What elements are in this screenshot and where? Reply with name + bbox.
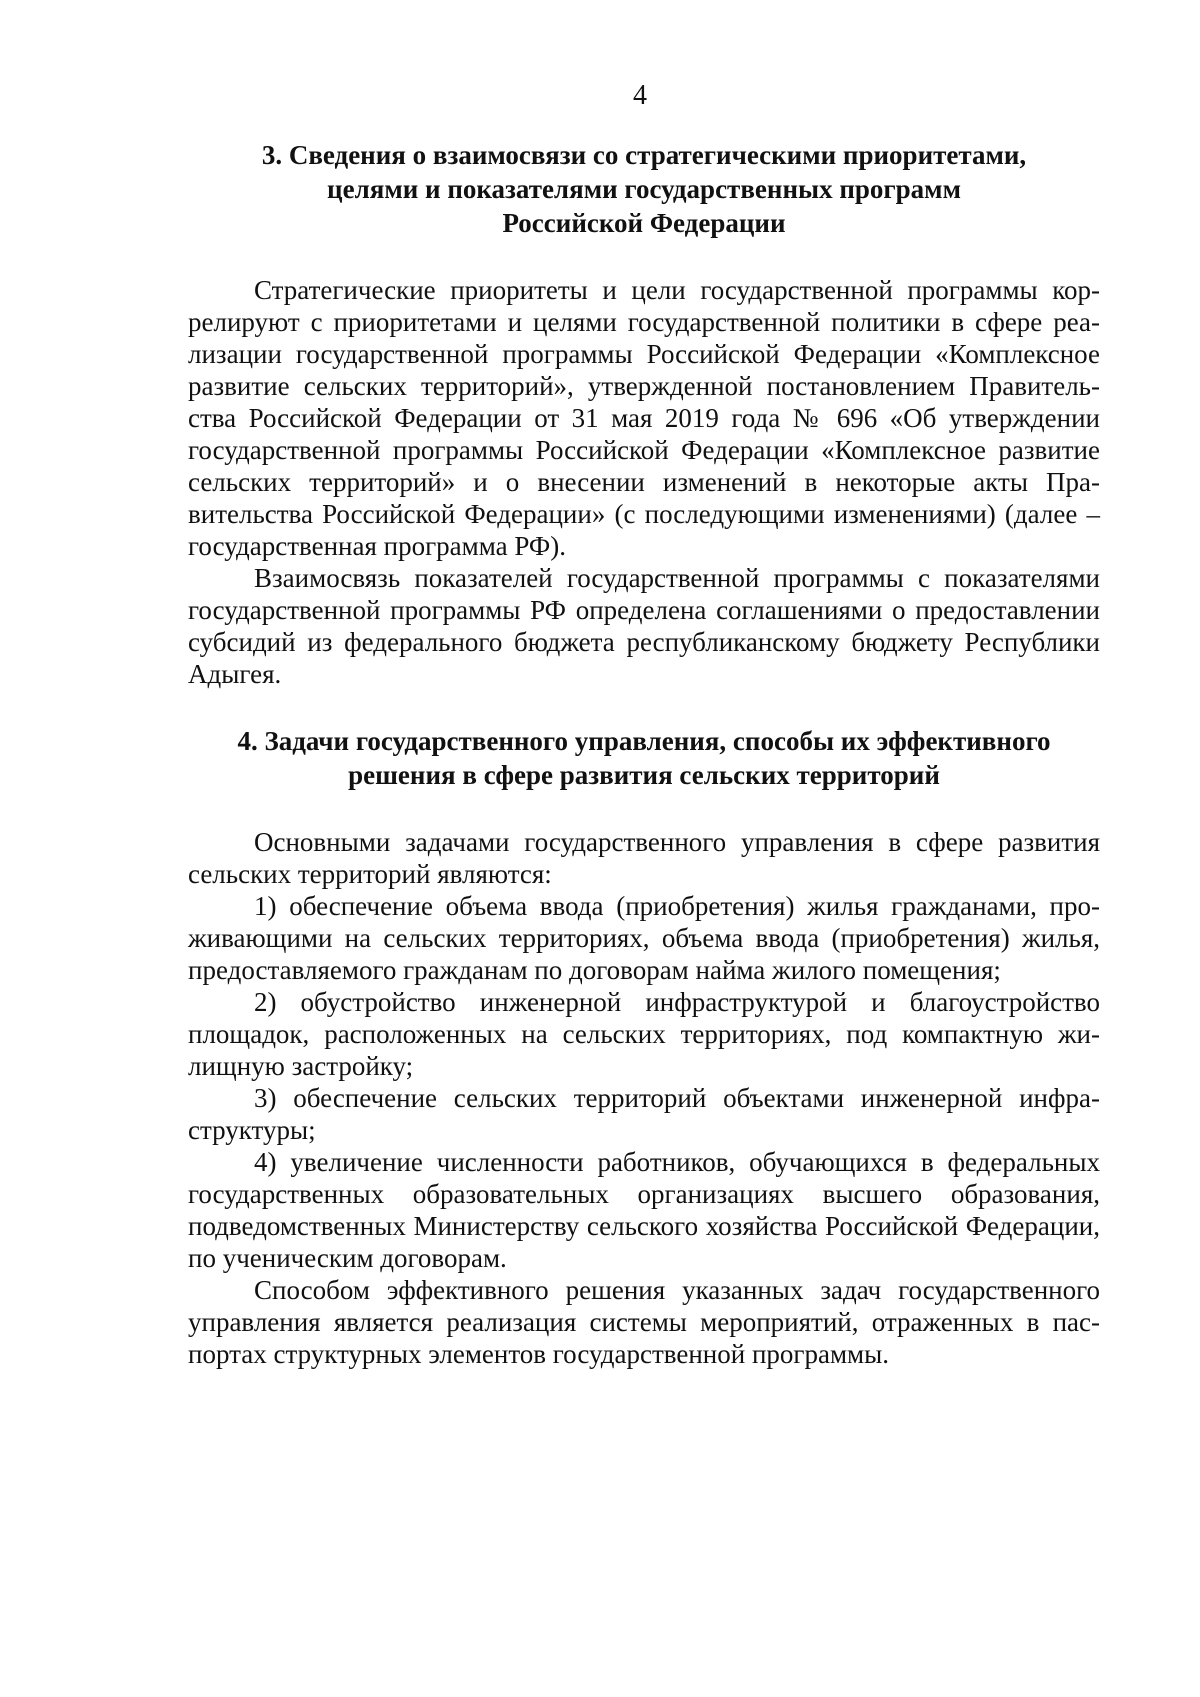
- heading-line: решения в сфере развития сельских территорий: [348, 760, 940, 790]
- section-4-list-item: 4) увеличение численности работников, обучающихся в федеральных государственных образовательных организациях высшего образования, подведомственных Министерству сельского хозяйства Российской Федерации, по ученическим договорам.: [188, 1147, 1100, 1273]
- section-4-heading: [188, 724, 1100, 792]
- heading-line: целями и показателями государственных программ: [327, 174, 961, 204]
- section-4-paragraph: Основными задачами государственного управления в сфере развития сельских территорий являются:: [188, 827, 1100, 889]
- heading-line: Российской Федерации: [502, 208, 786, 238]
- heading-line: 4. Задачи государственного управления, способы их эффективного: [237, 726, 1051, 756]
- page-number: 4: [633, 80, 647, 111]
- section-3-paragraph: Взаимосвязь показателей государственной программы с показателями государственной программы РФ определена соглашениями о предоставлении субсидий из федерального бюджета республиканскому бюджету Республики Адыгея.: [188, 563, 1100, 689]
- section-4-list-item: 2) обустройство инженерной инфраструктурой и благоустройство площадок, расположенных на сельских территориях, под компактную жилищную застройку;: [188, 987, 1100, 1081]
- section-4-list-item: 1) обеспечение объема ввода (приобретения) жилья гражданами, проживающими на сельских территориях, объема ввода (приобретения) жилья, предоставляемого гражданам по договорам найма жилого помещения;: [188, 891, 1100, 985]
- document-body: [188, 138, 1100, 1370]
- section-3-heading: [188, 138, 1100, 240]
- section-3-paragraph: Стратегические приоритеты и цели государственной программы коррелируют с приоритетами и целями государственной политики в сфере реализации государственной программы Российской Федерации «Комплексное развитие сельских территорий», утвержденной постановлением Правительства Российской Федерации от 31 мая 2019 года № 696 «Об утверждении государственной программы Российской Федерации «Комплексное развитие сельских территорий» и о внесении изменений в некоторые акты Правительства Российской Федерации» (с последующими изменениями) (далее – государственная программа РФ).: [188, 275, 1100, 561]
- section-4-list-item: 3) обеспечение сельских территорий объектами инженерной инфраструктуры;: [188, 1083, 1100, 1145]
- section-4-paragraph: Способом эффективного решения указанных задач государственного управления является реализация системы мероприятий, отраженных в паспортах структурных элементов государственной программы.: [188, 1275, 1100, 1369]
- heading-line: 3. Сведения о взаимосвязи со стратегическими приоритетами,: [261, 140, 1027, 170]
